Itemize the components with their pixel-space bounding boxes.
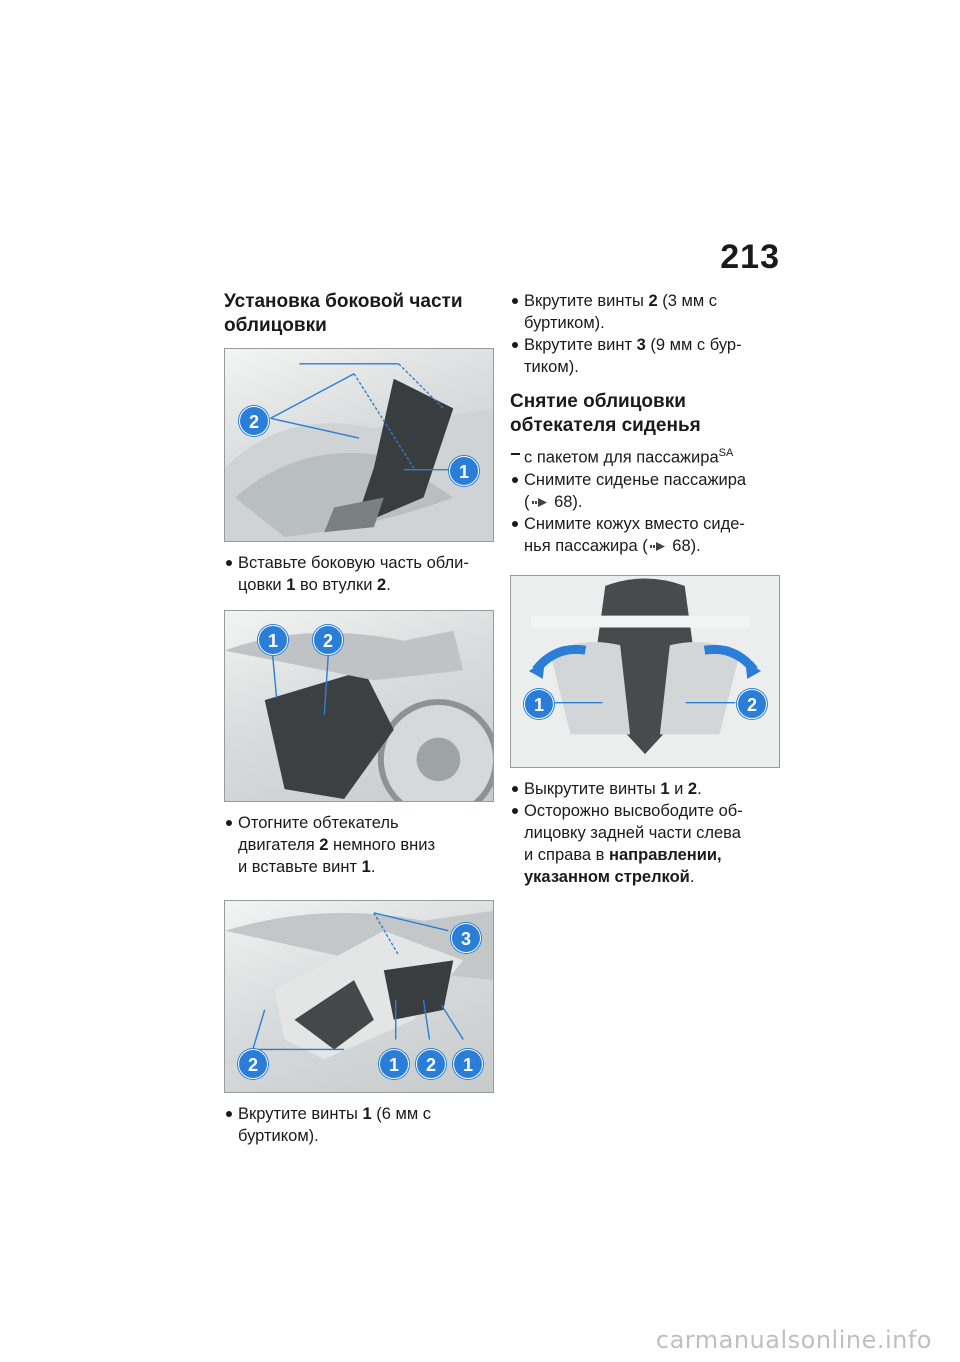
callout-2: 2 (313, 625, 343, 655)
option-passenger-package: с пакетом для пассажира$^{SA}$ (510, 442, 780, 469)
page-ref-arrow-icon (650, 541, 666, 552)
step-insert-panel: Вставьте боковую часть обли- цовки 1 во втулки 2. (224, 552, 494, 596)
step-bend-fairing: Отогните обтекатель двигателя 2 немного вниз и вставьте винт 1. (224, 812, 494, 878)
callout-1: 1 (449, 456, 479, 486)
step-unscrew: Выкрутите винты 1 и 2. (510, 778, 780, 800)
callout-1: 1 (453, 1049, 483, 1079)
step-screw-6mm: Вкрутите винты 1 (6 мм с буртиком). (224, 1103, 494, 1147)
callout-2: 2 (239, 406, 269, 436)
step-remove-cover: Снимите кожух вместо сиде- нья пассажира ( 68). (510, 513, 780, 557)
step-release-fairing: Осторожно высвободите об- лицовку задней части слева и справа в направлении, указанном стрелкой. (510, 800, 780, 888)
right-column (510, 290, 780, 888)
step-screw-3mm: Вкрутите винты 2 (3 мм с буртиком). (510, 290, 780, 334)
callout-1: 1 (524, 689, 554, 719)
section-title-install: Установка боковой части облицовки (224, 291, 463, 336)
callout-2: 2 (737, 689, 767, 719)
page-number: 213 (720, 238, 780, 276)
step-remove-seat: Снимите сиденье пассажира ( 68). (510, 469, 780, 513)
callout-2: 2 (238, 1049, 268, 1079)
page-ref-arrow-icon (532, 497, 548, 508)
callout-3: 3 (451, 923, 481, 953)
callout-1: 1 (258, 625, 288, 655)
step-screw-9mm: Вкрутите винт 3 (9 мм с бур- тиком). (510, 334, 780, 378)
watermark: carmanualsonline.info (655, 1326, 932, 1354)
figure-side-panel-insert (224, 348, 494, 542)
section-title-remove: Снятие облицовки обтекателя сиденья (510, 391, 701, 436)
figure-screws (224, 900, 494, 1093)
figure-rear-fairing (510, 575, 780, 768)
left-column (224, 290, 494, 1147)
sa-tag: SA (718, 447, 734, 459)
callout-2: 2 (416, 1049, 446, 1079)
callout-1: 1 (379, 1049, 409, 1079)
figure-engine-fairing (224, 610, 494, 802)
